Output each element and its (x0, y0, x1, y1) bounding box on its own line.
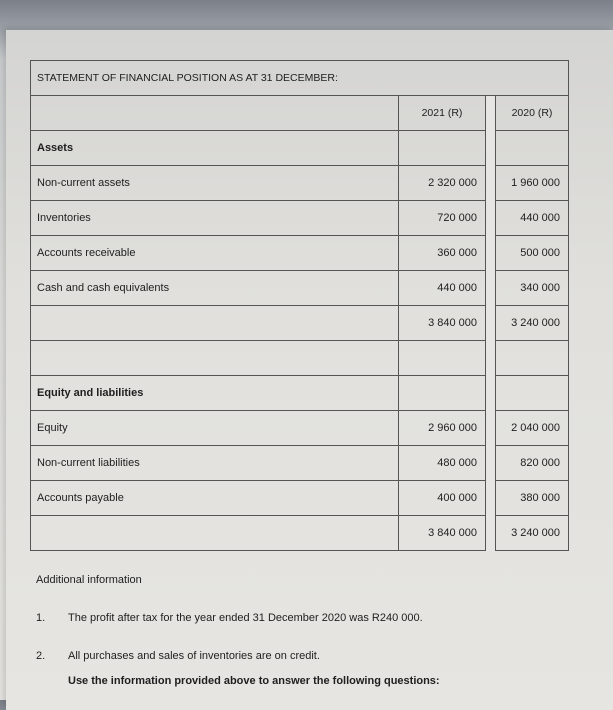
value-2020: 440 000 (496, 201, 569, 236)
item-text: The profit after tax for the year ended 31 December 2020 was R240 000. (68, 612, 423, 624)
table-row (31, 201, 569, 236)
value-2020: 2 040 000 (496, 411, 569, 446)
value-2021: 360 000 (399, 236, 486, 271)
total-assets-2021: 3 840 000 (399, 306, 486, 341)
value-2021: 440 000 (399, 271, 486, 306)
row-label: Equity (31, 411, 399, 446)
column-header-row (31, 96, 569, 131)
total-equity-liabilities-row (31, 516, 569, 551)
col-header-2020: 2020 (R) (496, 96, 569, 131)
table-row (31, 376, 569, 411)
value-2020: 340 000 (496, 271, 569, 306)
table-row (31, 446, 569, 481)
table-row (31, 131, 569, 166)
item-number: 2. (36, 650, 46, 662)
info-item-1 (36, 612, 423, 624)
statement-title: STATEMENT OF FINANCIAL POSITION AS AT 31 DECEMBER: (31, 61, 569, 96)
table-title-row (31, 61, 569, 96)
row-label: Equity and liabilities (31, 376, 399, 411)
table-row (31, 236, 569, 271)
value-2021: 480 000 (399, 446, 486, 481)
value-2021: 2 960 000 (399, 411, 486, 446)
row-label: Assets (31, 131, 399, 166)
financial-position-table (30, 60, 569, 551)
table-row (31, 341, 569, 376)
value-2020: 380 000 (496, 481, 569, 516)
value-2020: 1 960 000 (496, 166, 569, 201)
row-label: Non-current liabilities (31, 446, 399, 481)
total-el-2021: 3 840 000 (399, 516, 486, 551)
table-row (31, 481, 569, 516)
col-header-2021: 2021 (R) (399, 96, 486, 131)
value-2021: 400 000 (399, 481, 486, 516)
value-2021: 2 320 000 (399, 166, 486, 201)
total-el-2020: 3 240 000 (496, 516, 569, 551)
row-label: Accounts payable (31, 481, 399, 516)
table-row (31, 166, 569, 201)
additional-info-heading: Additional information (36, 574, 142, 586)
table-row (31, 411, 569, 446)
row-label: Inventories (31, 201, 399, 236)
table-row (31, 271, 569, 306)
total-assets-2020: 3 240 000 (496, 306, 569, 341)
row-label: Accounts receivable (31, 236, 399, 271)
value-2020: 820 000 (496, 446, 569, 481)
row-label: Non-current assets (31, 166, 399, 201)
row-label: Cash and cash equivalents (31, 271, 399, 306)
item-text: All purchases and sales of inventories are on credit. (68, 650, 320, 662)
info-item-2 (36, 650, 320, 662)
value-2020: 500 000 (496, 236, 569, 271)
instruction-text: Use the information provided above to answer the following questions: (68, 675, 440, 687)
item-number: 1. (36, 612, 46, 624)
total-assets-row (31, 306, 569, 341)
value-2021: 720 000 (399, 201, 486, 236)
